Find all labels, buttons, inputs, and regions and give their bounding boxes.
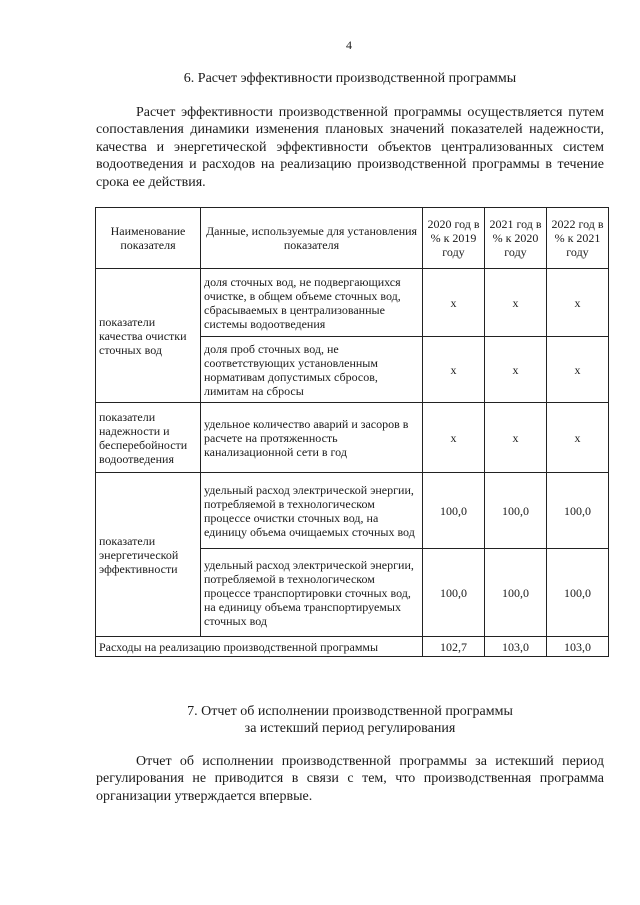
row-value-2022: 100,0 [547,473,609,549]
header-name: Наименование показателя [96,208,201,269]
total-label: Расходы на реализацию производственной программы [96,637,423,657]
row-value-2021: 100,0 [485,549,547,637]
table-total-row [96,637,609,657]
table-header-row [96,208,609,269]
row-desc: доля сточных вод, не подвергающихся очистке, в общем объеме сточных вод, сбрасываемых в централизованные системы водоотведения [201,269,423,337]
row-value-2021: x [485,269,547,337]
table-row [96,403,609,473]
group-reliability: показатели надежности и бесперебойности водоотведения [96,403,201,473]
row-value-2021: x [485,403,547,473]
header-2021: 2021 год в % к 2020 году [485,208,547,269]
section-7-heading [96,703,604,737]
row-desc: удельный расход электрической энергии, потребляемой в технологическом процессе очистки сточных вод, на единицу объема очищаемых сточных вод [201,473,423,549]
row-value-2022: x [547,337,609,403]
row-desc: удельный расход электрической энергии, потребляемой в технологическом процессе транспортировки сточных вод, на единицу объема транспортируемых сточных вод [201,549,423,637]
row-value-2020: 100,0 [423,473,485,549]
row-value-2020: 100,0 [423,549,485,637]
efficiency-table [95,207,609,657]
row-value-2020: x [423,403,485,473]
section-6-heading: 6. Расчет эффективности производственной программы [183,71,517,86]
row-value-2021: x [485,337,547,403]
header-2022: 2022 год в % к 2021 году [547,208,609,269]
section-6-paragraph-text: Расчет эффективности производственной программы осуществляется путем сопоставления динамики изменения плановых значений показателей надежности, качества и энергетической эффективности объектов централизованных систем водоотведения и расходов на реализацию производственной программы в течение срока ее действия. [96,105,604,190]
group-quality: показатели качества очистки сточных вод [96,269,201,403]
header-data: Данные, используемые для установления показателя [201,208,423,269]
row-value-2020: x [423,337,485,403]
table-row [96,473,609,549]
row-value-2020: x [423,269,485,337]
row-value-2022: 100,0 [547,549,609,637]
section-7-paragraph-text: Отчет об исполнении производственной программы за истекший период регулирования не приводится в связи с тем, что производственная программа организации утверждается впервые. [96,754,604,804]
row-desc: удельное количество аварий и засоров в расчете на протяженность канализационной сети в год [201,403,423,473]
total-value-2022: 103,0 [547,637,609,657]
row-value-2022: x [547,269,609,337]
row-desc: доля проб сточных вод, не соответствующих установленным нормативам допустимых сбросов, лимитам на сбросы [201,337,423,403]
row-value-2022: x [547,403,609,473]
table-row [96,269,609,337]
section-6-paragraph [96,104,604,191]
page-number: 4 [346,38,352,52]
row-value-2021: 100,0 [485,473,547,549]
section-7-heading-line-1: 7. Отчет об исполнении производственной программы [187,704,513,719]
group-energy: показатели энергетической эффективности [96,473,201,637]
section-7-paragraph [96,753,604,805]
section-7-heading-line-2: за истекший период регулирования [244,721,456,736]
total-value-2021: 103,0 [485,637,547,657]
total-value-2020: 102,7 [423,637,485,657]
header-2020: 2020 год в % к 2019 году [423,208,485,269]
